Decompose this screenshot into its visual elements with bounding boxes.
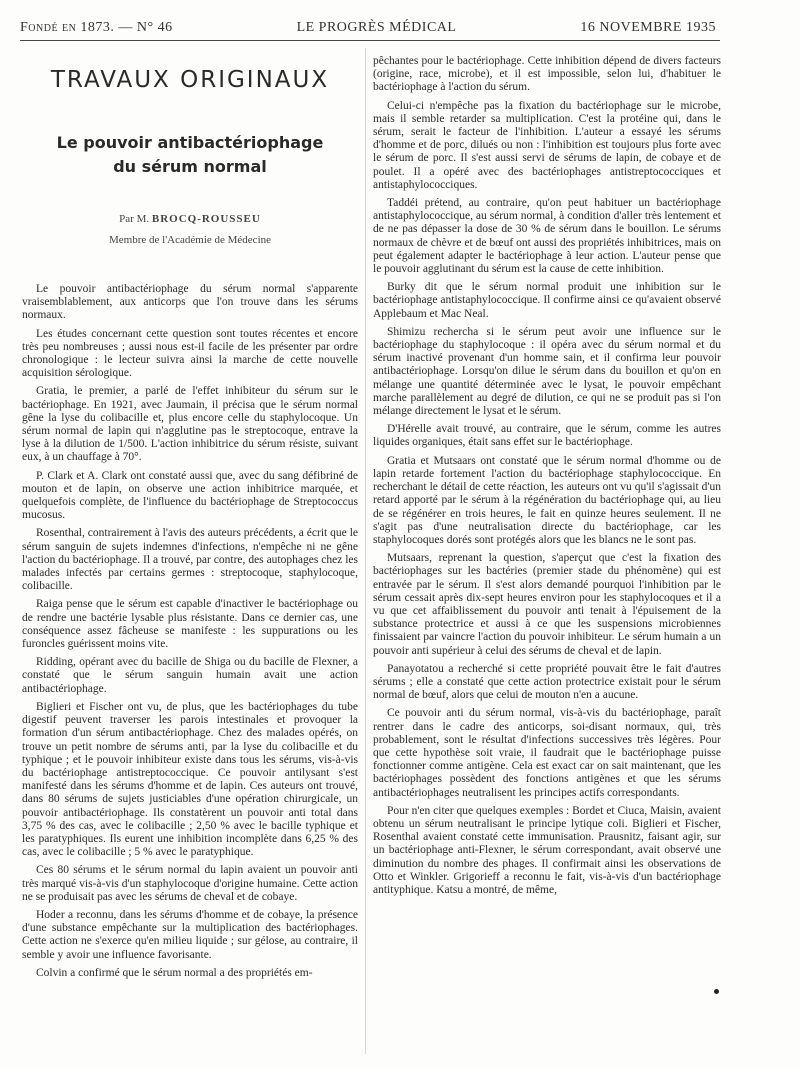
paragraph: Gratia et Mutsaars ont constaté que le sérum normal d'homme ou de lapin retarde fortement l'action du bactériophage staphylococcique. En recherchant le détail de cette réaction, les auteurs ont vu qu'il s'agissait d'un retard apporté par le sérum à la régénération du bactériophage qui, au lieu de se régénérer en trois heures, le fait en quinze heures seulement. Il ne s'agit pas d'une neutralisation directe du bactériophage, car les staphylocoques dorés sont protégés alors que les blancs ne le sont pas.: [373, 454, 721, 546]
author-name: BROCQ-ROUSSEU: [151, 213, 261, 226]
paragraph: Panayotatou a recherché si cette propriété pouvait être le fait d'autres sérums ; elle a constaté que cette action protectrice existait pour le sérum normal de bœuf, alors que celui de mouton n'en a aucune.: [373, 662, 721, 702]
journal-title: LE PROGRÈS MÉDICAL: [296, 20, 457, 35]
paragraph: Colvin a confirmé que le sérum normal a des propriétés em-: [36, 966, 313, 979]
header-rule: [20, 40, 720, 41]
paragraph: Pour n'en citer que quelques exemples : Bordet et Ciuca, Maisin, avaient obtenu un sérum neutralisant le principe lytique coli. Biglieri et Fischer, Rosenthal avaient constaté cette immunisation. Prausnitz, faisant agir, sur un bactériophage anti-Flexner, le sérum correspondant, avait observé une diminution du nombre des phages. Il confirmait ainsi les observations de Otto et Winkler. Grigorieff a reconnu le fait, vis-à-vis d'un bactériophage antityphique. Katsu a montré, de même,: [373, 804, 721, 896]
paragraph: Gratia, le premier, a parlé de l'effet inhibiteur du sérum sur le bactériophage. En 1921, avec Jaumain, il précisa que le sérum normal gêne la lyse du colibacille et, plus encore celle du staphylocoque. Un sérum normal de lapin qui n'agglutine pas le streptocoque, entrave la lyse à la dilution de 1/500. L'action inhibitrice du sérum résiste, suivant eux, à un chauffage à 70°.: [22, 385, 358, 464]
paragraph: Celui-ci n'empêche pas la fixation du bactériophage sur le microbe, mais il semble retarder sa multiplication. C'est la protéine qui, dans le sérum, serait le facteur de l'inhibition. L'auteur a essayé les sérums d'homme et de porc, dilués ou non : l'inhibition est toujours plus forte avec le sérum de porc. Il s'est aussi servi de sérums de lapin, de cobaye et de poulet. Il a opéré avec des bactériophages antistreptococciques et antistaphylococciques.: [373, 99, 721, 191]
paragraph: Taddéi prétend, au contraire, qu'on peut habituer un bactériophage antistaphylococcique, au sérum normal, à condition d'aller très lentement et de ne pas dépasser la dose de 30 % de sérum dans le bouillon. Le sérums normaux de chèvre et de bœuf ont aussi des propriétés inhibitrices, mais on peut également adapter le bactériophage à leur action. L'auteur pense que le pouvoir agglutinant du sérum est la cause de cette inhibition.: [373, 197, 721, 276]
column-divider: [365, 48, 366, 1054]
author-affiliation: Membre de l'Académie de Médecine: [108, 234, 272, 247]
issue-date: 16 NOVEMBRE 1935: [580, 20, 716, 35]
paragraph: pêchantes pour le bactériophage. Cette inhibition dépend de divers facteurs (origine, race, microbe), et il est impossible, selon lui, d'habituer le bactériophage à l'action du sérum.: [373, 55, 721, 94]
article-title: [22, 131, 358, 179]
left-column: [22, 56, 358, 1058]
paragraph: Ces 80 sérums et le sérum normal du lapin avaient un pouvoir anti très marqué vis-à-vis d'un staphylocoque d'origine humaine. Cette action ne se produisait pas avec les sérums de cheval et de cobaye.: [22, 864, 358, 903]
paragraph: Raiga pense que le sérum est capable d'inactiver le bactériophage ou de rendre une bactérie lysable plus résistante. Dans ce dernier cas, une conséquence assez fâcheuse se manifeste : les suppurations ou les furoncles guérissent moins vite.: [22, 598, 358, 651]
ink-dot: [714, 989, 719, 994]
left-column-body: [22, 283, 358, 985]
paragraph: Biglieri et Fischer ont vu, de plus, que les bactériophages du tube digestif peuvent traverser les parois intestinales et provoquer la formation d'un sérum antibactériophage. Chez des malades opérés, on trouve un petit nombre de sérums anti, par la lyse du colibacille et du typhique ; et le pouvoir inhibiteur existe dans tous les sérums, vis-à-vis du bactériophage antistreptococcique. Ce pouvoir antilysant s'est manifesté dans les sérums d'homme et de lapin. Ces auteurs ont trouvé, dans 80 sérums de sujets justiciables d'une opération chirurgicale, un pouvoir antibactériophage. Ils constatèrent un pouvoir anti total dans 3,75 % des cas, avec le colibacille ; 2,50 % avec le bacille typhique et les paratyphiques. Ils eurent une inhibition incomplète dans 6,25 % des cas, avec le colibacille ; 5 % avec le paratyphique.: [22, 700, 358, 859]
founded-issue-label: Fondé en 1873. — N° 46: [20, 20, 173, 35]
author-prefix: Par M.: [119, 213, 150, 226]
paragraph: Rosenthal, contrairement à l'avis des auteurs précédents, a écrit que le sérum sanguin de sujets indemnes d'infections, n'empêche ni ne gêne l'action du bactériophage. Il a trouvé, par contre, des autophages chez les malades infectés par certains germes : streptocoque, staphylocoque, colibacille.: [22, 527, 358, 593]
paragraph: Shimizu rechercha si le sérum peut avoir une influence sur le bactériophage du staphylocoque : il opéra avec du sérum normal et du sérum inactivé provenant d'un homme sain, et il confirma leur pouvoir antibactériophage. Lorsqu'on dilue le sérum dans du bouillon et qu'on en mélange une quantité déterminée avec le lysat, le pouvoir empêchant marche parallèlement au degré de dilution, ce qui ne se produit pas si l'on mélange directement le lysat et le sérum.: [373, 325, 721, 418]
paragraph: Les études concernant cette question sont toutes récentes et encore très peu nombreuses ; aussi nous est-il facile de les présenter par ordre chronologique : le lecteur suivra ainsi la marche de cette nouvelle acquisition sérologique.: [22, 327, 358, 380]
paragraph: P. Clark et A. Clark ont constaté aussi que, avec du sang défibriné de mouton et de lapin, on observe une action inhibitrice marquée, et quelquefois complète, de l'influence du bactériophage de Streptococcus mucosus.: [22, 469, 358, 522]
paragraph: Hoder a reconnu, dans les sérums d'homme et de cobaye, la présence d'une substance empêchante sur la multiplication des bactériophages. Cette action ne s'exerce qu'en milieu liquide ; sur gélose, au contraire, il semble y avoir une influence favorisante.: [22, 908, 358, 961]
paragraph: Ridding, opérant avec du bacille de Shiga ou du bacille de Flexner, a constaté que le sérum sanguin humain avait une action antibactériophage.: [22, 656, 358, 695]
paragraph: Le pouvoir antibactériophage du sérum normal s'apparente vraisemblablement, aux anticorps que l'on trouve dans les sérums normaux.: [22, 283, 358, 322]
section-title: TRAVAUX ORIGINAUX: [50, 67, 330, 93]
paragraph: Burky dit que le sérum normal produit une inhibition sur le bactériophage antistaphylococcique. Il confirme ainsi ce qu'avaient observé Applebaum et Mac Neal.: [373, 281, 721, 320]
article-title-line-1: Le pouvoir antibactériophage: [56, 133, 324, 153]
paragraph: D'Hérelle avait trouvé, au contraire, que le sérum, comme les autres liquides organiques, était sans effet sur le bactériophage.: [373, 423, 721, 449]
running-header: [20, 20, 716, 36]
article-title-line-2: du sérum normal: [113, 157, 267, 177]
author-byline: [22, 213, 358, 226]
right-column: [373, 55, 721, 1058]
paragraph: Ce pouvoir anti du sérum normal, vis-à-vis du bactériophage, paraît rentrer dans le cadre des anticorps, soi-disant normaux, qui, très probablement, sont le résultat d'infections successives très légères. Pour que cette hypothèse soit vraie, il faudrait que le bactériophage puisse fonctionner comme antigène. Cela est exact car on sait maintenant, que les bactériophages possèdent des fonctions antigènes et que les sérums antibactériophages neutralisent les principes actifs correspondants.: [373, 707, 721, 799]
paragraph: Mutsaars, reprenant la question, s'aperçut que c'est la fixation des bactériophages sur les bactéries (premier stade du phénomène) qui est entravée par le sérum. Il s'est alors demandé pourquoi l'inhibition par le sérum cessait après dix-sept heures environ pour les staphylocoques et il a vu que cet affaiblissement du pouvoir anti tenait à l'épuisement de la substance protectrice et aussi à ce que les suspensions microbiennes finissaient par vaincre l'action du pouvoir inhibiteur. Le sérum humain a un pouvoir anti supérieur à celui des sérums de cheval et de lapin.: [373, 552, 721, 657]
